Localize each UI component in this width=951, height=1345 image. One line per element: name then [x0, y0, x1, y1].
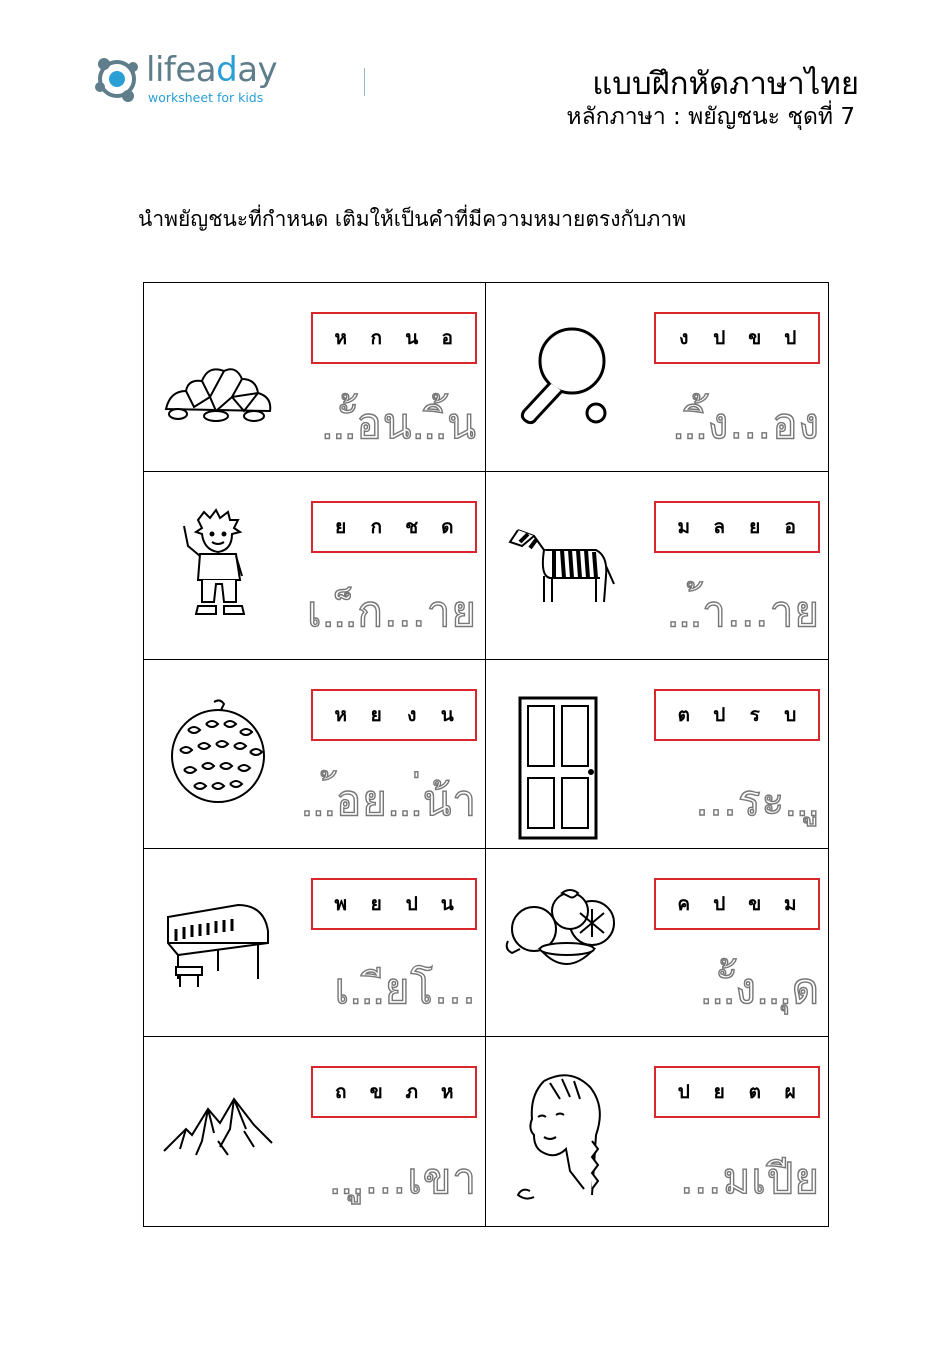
exercise-cell — [486, 660, 828, 849]
letter-box — [654, 312, 820, 364]
letter: ย — [335, 515, 347, 538]
custard-apple-icon — [158, 694, 278, 814]
letter: ย — [713, 1081, 725, 1104]
ping-pong-paddle-icon — [500, 317, 620, 437]
trace-word: เ…ียโ… — [334, 964, 477, 1014]
letter-box — [311, 312, 477, 364]
logo-tagline: worksheet for kids — [148, 90, 264, 105]
letter: ก — [370, 515, 382, 538]
exercise-cell — [144, 849, 486, 1038]
logo — [92, 50, 322, 110]
letter: ป — [677, 1081, 690, 1104]
letter: น — [440, 704, 454, 727]
trace-word: …มเปีย — [679, 1154, 820, 1203]
braided-girl-icon — [500, 1071, 620, 1191]
letter: ย — [370, 704, 382, 727]
letter: พ — [334, 892, 348, 915]
exercise-cell — [144, 472, 486, 661]
trace-word: …ู…เขา — [329, 1154, 477, 1203]
mountains-icon — [158, 1071, 278, 1191]
trace-word: …้า…าย — [667, 587, 820, 637]
exercise-cell — [144, 660, 486, 849]
letter-box — [311, 878, 477, 930]
instruction: นำพยัญชนะที่กำหนด เติมให้เป็นคำที่มีความหมายตรงกับภาพ — [138, 207, 687, 231]
trace-word: …้อย…่น้า — [301, 775, 477, 825]
letter: ป — [713, 892, 726, 915]
letter-box — [654, 689, 820, 741]
zebra-icon — [500, 506, 620, 626]
letter: ง — [679, 327, 689, 349]
letter: ข — [369, 1081, 383, 1104]
letter: ถ — [334, 1081, 347, 1104]
trace-word: …ั้อน…ิ้น — [321, 398, 477, 448]
letter: ป — [713, 327, 726, 349]
exercise-cell — [486, 283, 828, 472]
letter-box — [311, 501, 477, 553]
letter: ก — [370, 327, 382, 349]
letter: ภ — [405, 1081, 419, 1104]
letter-box — [654, 501, 820, 553]
letter: ห — [440, 1081, 454, 1104]
letter: อ — [441, 327, 453, 349]
page-subtitle: หลักภาษา : พยัญชนะ ชุดที่ 7 — [566, 104, 855, 130]
trace-word: เ…็ก…าย — [307, 587, 477, 637]
letter: ต — [677, 704, 690, 727]
trace-word: …ระ…ู — [695, 775, 820, 825]
letter: น — [440, 892, 454, 915]
exercise-cell — [486, 472, 828, 661]
letter: บ — [784, 704, 797, 727]
letter-box — [654, 1066, 820, 1118]
letter: ค — [677, 892, 691, 915]
letter: ผ — [784, 1081, 796, 1104]
letter: น — [405, 327, 419, 349]
exercise-cell — [144, 283, 486, 472]
letter-box — [311, 1066, 477, 1118]
exercise-cell — [144, 1037, 486, 1226]
letter: ม — [783, 892, 797, 915]
letter: ล — [713, 515, 726, 538]
letter: ง — [407, 704, 417, 727]
letter-box — [654, 878, 820, 930]
letter: ช — [405, 515, 419, 538]
molecule-logo-icon — [92, 54, 142, 104]
letter: ข — [748, 892, 762, 915]
exercise-cell — [486, 1037, 828, 1226]
door-icon — [500, 694, 620, 814]
exercise-grid — [143, 282, 829, 1227]
page-title: แบบฝึกหัดภาษาไทย — [592, 66, 859, 102]
divider — [364, 68, 365, 96]
piano-icon — [158, 883, 278, 1003]
letter: ห — [334, 327, 348, 349]
letter: ป — [713, 704, 726, 727]
letter: ข — [748, 327, 762, 349]
letter: ร — [749, 704, 760, 727]
boy-icon — [158, 506, 278, 626]
letter: อ — [784, 515, 796, 538]
trace-word: …ั้ง…ุด — [700, 964, 820, 1014]
letter: ย — [370, 892, 382, 915]
exercise-cell — [486, 849, 828, 1038]
letter: ป — [405, 892, 418, 915]
letter: ด — [441, 515, 454, 538]
rocks-icon — [158, 317, 278, 437]
mangosteen-icon — [500, 883, 620, 1003]
trace-word: …ิ้ง…อง — [672, 398, 820, 448]
logo-wordmark: lifeaday — [146, 50, 278, 90]
letter: ย — [749, 515, 761, 538]
letter: ห — [334, 704, 348, 727]
letter-box — [311, 689, 477, 741]
letter: ป — [784, 327, 797, 349]
letter: ม — [677, 515, 691, 538]
letter: ต — [748, 1081, 761, 1104]
